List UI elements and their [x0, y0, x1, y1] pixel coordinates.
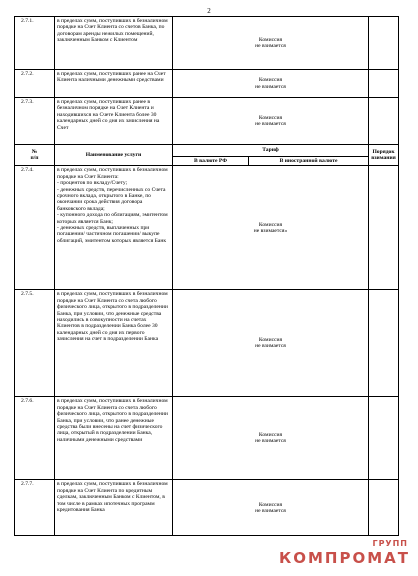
header-tariff: Тариф: [173, 145, 369, 157]
order-cell: [369, 480, 399, 536]
header-foreign: В иностранной валюте: [249, 157, 369, 166]
row-number: 2.7.4.: [15, 166, 55, 290]
service-description: в пределах сумм, поступивших в безналичном порядке на Счет Клиента со счета любого физического лица, открытого в подразделении Банка, при условии, что денежные средства находились в совокупности на счетах Клиентов в подразделении Банка более 30 календарных дней со дня их первого зачисления на счет в подразделении Банка: [55, 290, 173, 397]
service-description: в пределах сумм, поступивших в безналичном порядке на Счет Клиента по кредитным сделкам, заключенным Банком с Клиентом, в том числе в рамках ипотечных программ кредитования Банка: [55, 480, 173, 536]
order-cell: [369, 98, 399, 145]
table-row: [15, 290, 399, 397]
watermark-small-text: ГРУПП: [372, 539, 408, 548]
service-description: в пределах сумм, поступивших в безналичном порядке на Счет Клиента со счета любого физического лица, открытого в подразделении Банка, при условии, что ранее денежные средства были внесены на счет физического лица, открытый в подразделении Банка, наличными денежными средствами: [55, 397, 173, 480]
table-header-row: [15, 145, 399, 157]
table-row: [15, 397, 399, 480]
row-number: 2.7.6.: [15, 397, 55, 480]
header-order: Порядок взимания: [369, 145, 399, 166]
fee-cell: Комиссия не взимается: [173, 98, 369, 145]
fee-cell: Комиссия не взимается: [173, 17, 369, 70]
service-description: в пределах сумм, поступивших в безналичном порядке на Счет Клиента со счетов Банка, по договорам аренды нежилых помещений, заключенным Банком с Клиентом: [55, 17, 173, 70]
order-cell: [369, 70, 399, 98]
fee-cell: Комиссия не взимается: [173, 70, 369, 98]
order-cell: [369, 166, 399, 290]
header-rub: В валюте РФ: [173, 157, 249, 166]
service-description: в пределах сумм, поступивших ранее в безналичном порядке на Счет Клиента и находившихся на Счете Клиента более 30 календарных дней со дня их зачисления на Счет: [55, 98, 173, 145]
row-number: 2.7.5.: [15, 290, 55, 397]
table-row: [15, 17, 399, 70]
order-cell: [369, 17, 399, 70]
service-description: в пределах сумм, поступивших в безналичном порядке на Счет Клиента: - процентов по вкладу/Счету; - денежных средств, перечисленных со Счета срочного вклада, открытого в Банке, по окончании срока действия договора банковского вклада; - купонного дохода по облигациям, эмитентом которых является Банк; - денежных средств, выплаченных при погашении/ частичном погашении/ выкупе облигаций, эмитентом которых является Банк: [55, 166, 173, 290]
fee-cell: Комиссия не взимается: [173, 397, 369, 480]
fee-cell: Комиссия не взимается: [173, 480, 369, 536]
header-num: № п/п: [15, 145, 55, 166]
page-number: 2: [207, 7, 211, 15]
table-row: [15, 166, 399, 290]
watermark-logo: [278, 539, 410, 567]
row-number: 2.7.2.: [15, 70, 55, 98]
table-row: [15, 70, 399, 98]
service-description: в пределах сумм, поступивших ранее на Счет Клиента наличными денежными средствами: [55, 70, 173, 98]
order-cell: [369, 397, 399, 480]
fee-cell: Комиссия не взимается: [173, 290, 369, 397]
fee-cell: Комиссия не взимается»: [173, 166, 369, 290]
table-row: [15, 98, 399, 145]
table-row: [15, 480, 399, 536]
tariff-table: [14, 16, 399, 536]
row-number: 2.7.3.: [15, 98, 55, 145]
header-service: Наименование услуги: [55, 145, 173, 166]
row-number: 2.7.7.: [15, 480, 55, 536]
order-cell: [369, 290, 399, 397]
watermark-main-text: КОМПРОМАТ: [278, 549, 410, 567]
row-number: 2.7.1.: [15, 17, 55, 70]
